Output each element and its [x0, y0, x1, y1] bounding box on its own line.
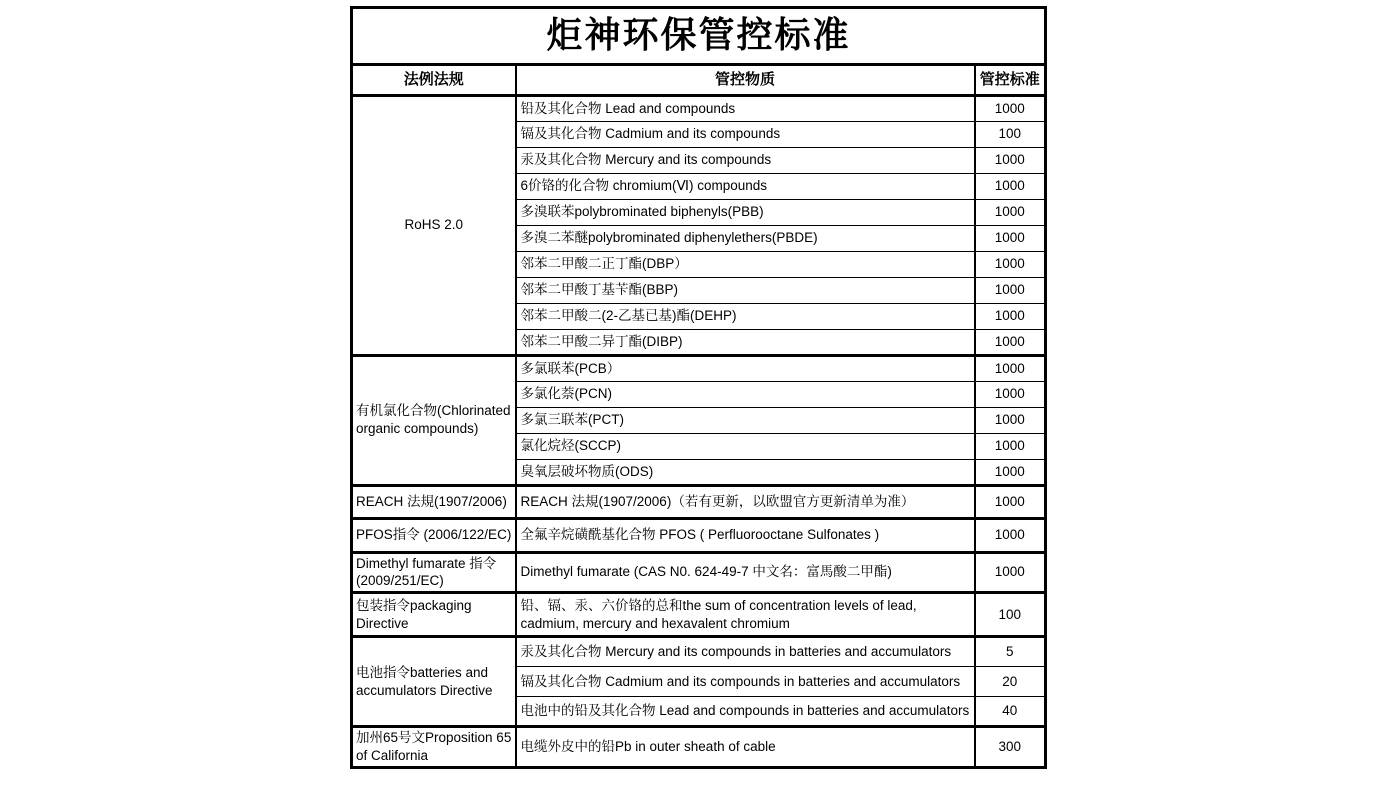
table-row — [352, 637, 1046, 667]
substance-cell: 汞及其化合物 Mercury and its compounds in batteries and accumulators — [516, 637, 975, 667]
substance-cell: 多氯化萘(PCN) — [516, 381, 975, 407]
substance-cell: Dimethyl fumarate (CAS N0. 624-49-7 中文名：富馬酸二甲酯) — [516, 552, 975, 593]
standard-cell: 1000 — [975, 329, 1046, 355]
regulation-cell-rohs: RoHS 2.0 — [352, 95, 516, 355]
regulation-cell-pfos: PFOS指令 (2006/122/EC) — [352, 518, 516, 552]
substance-cell: 汞及其化合物 Mercury and its compounds — [516, 147, 975, 173]
standard-cell: 1000 — [975, 381, 1046, 407]
standard-cell: 5 — [975, 637, 1046, 667]
standard-cell: 1000 — [975, 518, 1046, 552]
substance-cell: 多氯三联苯(PCT) — [516, 407, 975, 433]
substance-cell: 电缆外皮中的铅Pb in outer sheath of cable — [516, 727, 975, 768]
substance-cell: 氯化烷烃(SCCP) — [516, 433, 975, 459]
standards-table — [350, 6, 1047, 769]
substance-cell: 多溴二苯醚polybrominated diphenylethers(PBDE) — [516, 225, 975, 251]
substance-cell: 镉及其化合物 Cadmium and its compounds in batteries and accumulators — [516, 667, 975, 697]
substance-cell: 镉及其化合物 Cadmium and its compounds — [516, 121, 975, 147]
standard-cell: 300 — [975, 727, 1046, 768]
table-row — [352, 485, 1046, 518]
substance-cell: 电池中的铅及其化合物 Lead and compounds in batteries and accumulators — [516, 697, 975, 727]
title-row — [352, 8, 1046, 65]
standard-cell: 40 — [975, 697, 1046, 727]
standard-cell: 1000 — [975, 199, 1046, 225]
standards-document — [350, 6, 1047, 769]
table-row — [352, 95, 1046, 121]
standard-cell: 1000 — [975, 433, 1046, 459]
standard-cell: 1000 — [975, 225, 1046, 251]
standard-cell: 1000 — [975, 355, 1046, 381]
header-row — [352, 64, 1046, 95]
table-row — [352, 518, 1046, 552]
column-header-substance: 管控物质 — [516, 64, 975, 95]
regulation-cell-dimethyl-fumarate: Dimethyl fumarate 指令 (2009/251/EC) — [352, 552, 516, 593]
regulation-cell-packaging: 包装指令packaging Directive — [352, 593, 516, 637]
column-header-standard: 管控标准 — [975, 64, 1046, 95]
table-row — [352, 727, 1046, 768]
standard-cell: 1000 — [975, 173, 1046, 199]
standard-cell: 100 — [975, 593, 1046, 637]
regulation-cell-chlorinated: 有机氯化合物(Chlorinated organic compounds) — [352, 355, 516, 485]
substance-cell: 邻苯二甲酸二异丁酯(DIBP) — [516, 329, 975, 355]
standard-cell: 1000 — [975, 95, 1046, 121]
substance-cell: REACH 法規(1907/2006)（若有更新，以欧盟官方更新清单为准） — [516, 485, 975, 518]
table-row — [352, 355, 1046, 381]
regulation-cell-reach: REACH 法規(1907/2006) — [352, 485, 516, 518]
standard-cell: 1000 — [975, 459, 1046, 485]
substance-cell: 多溴联苯polybrominated biphenyls(PBB) — [516, 199, 975, 225]
standard-cell: 1000 — [975, 303, 1046, 329]
substance-cell: 邻苯二甲酸二(2-乙基已基)酯(DEHP) — [516, 303, 975, 329]
table-row — [352, 593, 1046, 637]
standard-cell: 1000 — [975, 552, 1046, 593]
page-title: 炬神环保管控标准 — [352, 8, 1046, 65]
column-header-regulation: 法例法规 — [352, 64, 516, 95]
substance-cell: 多氯联苯(PCB） — [516, 355, 975, 381]
regulation-cell-proposition65: 加州65号文Proposition 65 of California — [352, 727, 516, 768]
standard-cell: 1000 — [975, 251, 1046, 277]
standard-cell: 100 — [975, 121, 1046, 147]
standard-cell: 1000 — [975, 485, 1046, 518]
substance-cell: 邻苯二甲酸二正丁酯(DBP） — [516, 251, 975, 277]
table-row — [352, 552, 1046, 593]
standard-cell: 20 — [975, 667, 1046, 697]
substance-cell: 铅及其化合物 Lead and compounds — [516, 95, 975, 121]
standard-cell: 1000 — [975, 407, 1046, 433]
substance-cell: 6价铬的化合物 chromium(Ⅵ) compounds — [516, 173, 975, 199]
substance-cell: 臭氧层破坏物质(ODS) — [516, 459, 975, 485]
standard-cell: 1000 — [975, 277, 1046, 303]
substance-cell: 铅、镉、汞、六价铬的总和the sum of concentration levels of lead, cadmium, mercury and hexavalent chromium — [516, 593, 975, 637]
regulation-cell-batteries: 电池指令batteries and accumulators Directive — [352, 637, 516, 727]
substance-cell: 邻苯二甲酸丁基苄酯(BBP) — [516, 277, 975, 303]
substance-cell: 全氟辛烷磺酰基化合物 PFOS ( Perfluorooctane Sulfonates ) — [516, 518, 975, 552]
standard-cell: 1000 — [975, 147, 1046, 173]
